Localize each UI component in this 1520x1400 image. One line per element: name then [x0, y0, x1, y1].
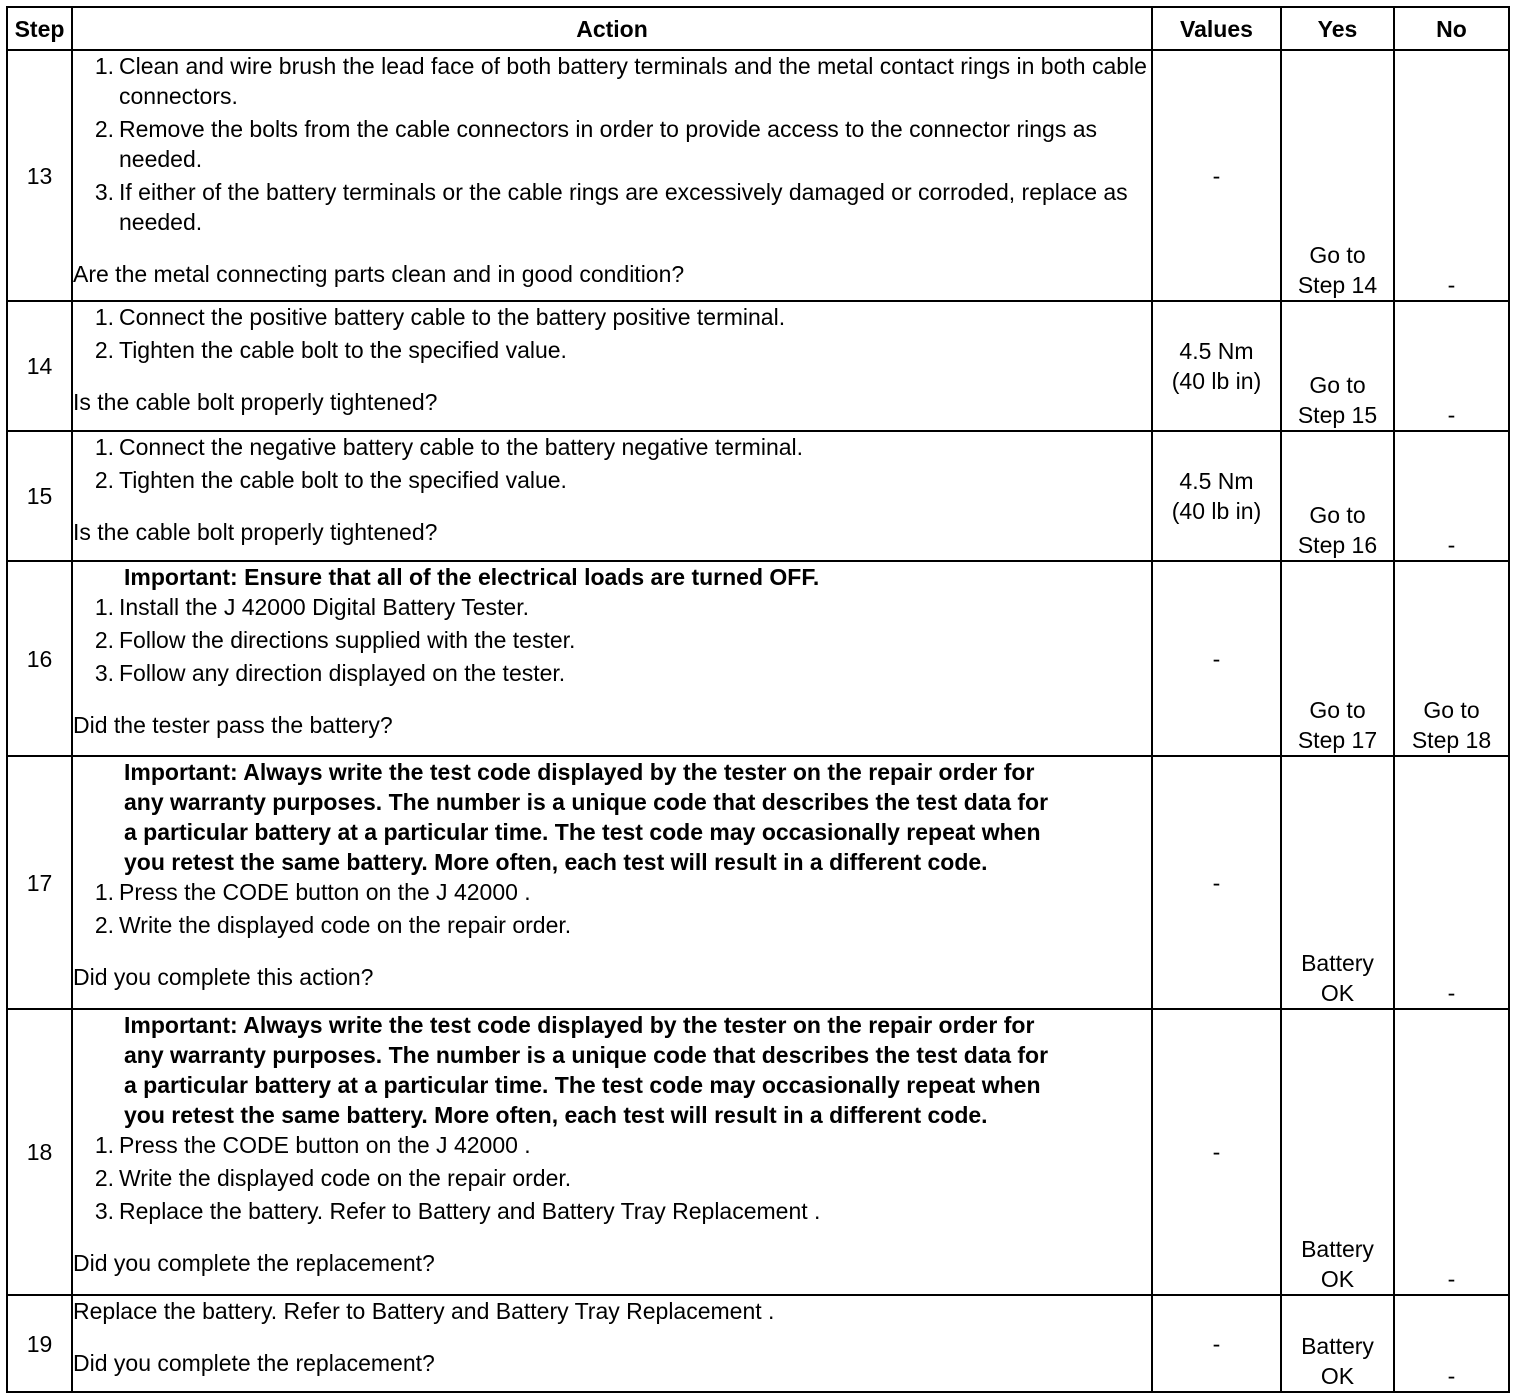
- header-step: Step: [7, 7, 72, 50]
- action-cell: [72, 1009, 1152, 1295]
- action-step-number: 2.: [94, 467, 114, 493]
- yes-line: Step 15: [1297, 402, 1378, 428]
- important-line: a particular battery at a particular time. The test code may occasionally repeat when: [124, 819, 1041, 845]
- action-steps: [73, 432, 1151, 495]
- action-question: Are the metal connecting parts clean and in good condition?: [73, 261, 685, 287]
- step-number: 17: [7, 756, 72, 1009]
- values-line: (40 lb in): [1171, 498, 1262, 524]
- yes-line: OK: [1320, 1363, 1355, 1389]
- important-note: [73, 562, 1151, 592]
- important-line: you retest the same battery. More often, each test will result in a different code.: [124, 1102, 988, 1128]
- important-line: Important: Always write the test code displayed by the tester on the repair order for: [124, 1012, 1035, 1038]
- yes-cell: [1281, 50, 1394, 301]
- table-row: [7, 561, 1509, 756]
- table-row: [7, 1009, 1509, 1295]
- values-cell: [1152, 431, 1281, 561]
- header-yes: Yes: [1281, 7, 1394, 50]
- values-cell: [1152, 561, 1281, 756]
- table-row: [7, 301, 1509, 431]
- action-question: Is the cable bolt properly tightened?: [73, 389, 438, 415]
- action-step-number: 1.: [94, 1132, 114, 1158]
- action-step-number: 3.: [94, 179, 114, 205]
- values-cell: [1152, 1009, 1281, 1295]
- action-step-text: Write the displayed code on the repair order.: [119, 912, 572, 938]
- action-step: [73, 177, 1151, 237]
- action-step-text: Follow any direction displayed on the tester.: [119, 660, 566, 686]
- yes-cell: [1281, 431, 1394, 561]
- action-step: [73, 658, 1151, 688]
- action-step-text: Press the CODE button on the J 42000 .: [119, 879, 531, 905]
- header-action: Action: [72, 7, 1152, 50]
- action-step-number: 1.: [94, 434, 114, 460]
- action-text: Replace the battery. Refer to Battery and Battery Tray Replacement .: [73, 1298, 775, 1324]
- action-step-text: Install the J 42000 Digital Battery Tester.: [119, 594, 529, 620]
- action-step-text: Replace the battery. Refer to Battery and Battery Tray Replacement .: [119, 1198, 821, 1224]
- action-step-text: Tighten the cable bolt to the specified value.: [119, 337, 567, 363]
- yes-line: Go to: [1309, 372, 1366, 398]
- step-number: 15: [7, 431, 72, 561]
- no-line: -: [1447, 532, 1456, 558]
- no-line: -: [1447, 980, 1456, 1006]
- action-step-number: 2.: [94, 912, 114, 938]
- action-question: Did you complete this action?: [73, 964, 374, 990]
- action-step-number: 2.: [94, 627, 114, 653]
- action-step: [73, 1130, 1151, 1160]
- yes-line: Battery: [1301, 1236, 1374, 1262]
- action-steps: [73, 877, 1151, 940]
- no-line: -: [1447, 272, 1456, 298]
- action-step-number: 1.: [94, 304, 114, 330]
- important-line: a particular battery at a particular time. The test code may occasionally repeat when: [124, 1072, 1041, 1098]
- values-line: -: [1212, 1139, 1221, 1165]
- action-step: [73, 1163, 1151, 1193]
- yes-line: Step 17: [1297, 727, 1378, 753]
- no-line: -: [1447, 1266, 1456, 1292]
- table-row: [7, 431, 1509, 561]
- step-number: 16: [7, 561, 72, 756]
- action-cell: [72, 50, 1152, 301]
- values-cell: [1152, 50, 1281, 301]
- action-step: [73, 51, 1151, 111]
- table-body: [7, 50, 1509, 1392]
- important-line: you retest the same battery. More often, each test will result in a different code.: [124, 849, 988, 875]
- important-note: [73, 1010, 1151, 1130]
- action-step: [73, 625, 1151, 655]
- action-step-number: 2.: [94, 337, 114, 363]
- action-steps: [73, 1130, 1151, 1226]
- yes-line: Go to: [1309, 502, 1366, 528]
- action-step: [73, 335, 1151, 365]
- action-step-text: Write the displayed code on the repair order.: [119, 1165, 572, 1191]
- no-cell: [1394, 431, 1509, 561]
- values-cell: [1152, 301, 1281, 431]
- action-steps: [73, 302, 1151, 365]
- table-row: [7, 756, 1509, 1009]
- action-cell: [72, 301, 1152, 431]
- important-note: [73, 757, 1151, 877]
- action-step-number: 3.: [94, 660, 114, 686]
- diagnostic-table: [6, 6, 1510, 1393]
- action-step-number: 2.: [94, 116, 114, 142]
- yes-line: Go to: [1309, 242, 1366, 268]
- action-step: [73, 1196, 1151, 1226]
- yes-line: Battery: [1301, 1333, 1374, 1359]
- no-line: -: [1447, 402, 1456, 428]
- values-line: -: [1212, 645, 1221, 672]
- important-line: Important: Ensure that all of the electrical loads are turned OFF.: [124, 564, 820, 590]
- action-step-text: Remove the bolts from the cable connectors in order to provide access to the connector rings as needed.: [119, 116, 1098, 172]
- no-cell: [1394, 756, 1509, 1009]
- action-step-text: Follow the directions supplied with the tester.: [119, 627, 576, 653]
- step-number: 18: [7, 1009, 72, 1295]
- no-cell: [1394, 50, 1509, 301]
- no-cell: [1394, 1009, 1509, 1295]
- action-step-number: 3.: [94, 1198, 114, 1224]
- important-line: any warranty purposes. The number is a unique code that describes the test data for: [124, 1042, 1049, 1068]
- action-step: [73, 877, 1151, 907]
- action-step-text: If either of the battery terminals or the cable rings are excessively damaged or corroded, replace as needed.: [119, 179, 1128, 235]
- action-step-text: Press the CODE button on the J 42000 .: [119, 1132, 531, 1158]
- action-step-text: Connect the positive battery cable to the battery positive terminal.: [119, 304, 786, 330]
- no-line: Step 18: [1411, 727, 1492, 753]
- values-line: 4.5 Nm: [1179, 338, 1254, 364]
- yes-line: OK: [1320, 1266, 1355, 1292]
- yes-line: Go to: [1309, 697, 1366, 723]
- action-question: Did the tester pass the battery?: [73, 712, 393, 738]
- action-step-text: Tighten the cable bolt to the specified value.: [119, 467, 567, 493]
- values-cell: [1152, 756, 1281, 1009]
- action-step-text: Connect the negative battery cable to the battery negative terminal.: [119, 434, 804, 460]
- table-row: [7, 1295, 1509, 1392]
- action-step: [73, 592, 1151, 622]
- action-step: [73, 114, 1151, 174]
- yes-line: Step 14: [1297, 272, 1378, 298]
- step-number: 13: [7, 50, 72, 301]
- yes-cell: [1281, 301, 1394, 431]
- values-line: -: [1212, 162, 1221, 189]
- action-cell: [72, 1295, 1152, 1392]
- no-line: -: [1447, 1363, 1456, 1389]
- action-step: [73, 910, 1151, 940]
- values-line: 4.5 Nm: [1179, 468, 1254, 494]
- values-line: -: [1212, 1330, 1221, 1357]
- action-cell: [72, 756, 1152, 1009]
- action-cell: [72, 431, 1152, 561]
- action-step: [73, 465, 1151, 495]
- action-steps: [73, 51, 1151, 237]
- important-line: Important: Always write the test code displayed by the tester on the repair order for: [124, 759, 1035, 785]
- important-line: any warranty purposes. The number is a unique code that describes the test data for: [124, 789, 1049, 815]
- yes-line: OK: [1320, 980, 1355, 1006]
- no-cell: [1394, 301, 1509, 431]
- header-row: [7, 7, 1509, 50]
- header-values: Values: [1152, 7, 1281, 50]
- header-no: No: [1394, 7, 1509, 50]
- yes-cell: [1281, 1295, 1394, 1392]
- yes-cell: [1281, 1009, 1394, 1295]
- yes-cell: [1281, 756, 1394, 1009]
- action-cell: [72, 561, 1152, 756]
- values-cell: [1152, 1295, 1281, 1392]
- action-step-text: Clean and wire brush the lead face of both battery terminals and the metal contact rings in both cable connectors.: [119, 53, 1147, 109]
- no-line: Go to: [1423, 697, 1480, 723]
- action-step-number: 1.: [94, 53, 114, 79]
- no-cell: [1394, 1295, 1509, 1392]
- action-steps: [73, 592, 1151, 688]
- step-number: 19: [7, 1295, 72, 1392]
- action-step: [73, 302, 1151, 332]
- values-line: (40 lb in): [1171, 368, 1262, 394]
- yes-line: Battery: [1301, 950, 1374, 976]
- step-number: 14: [7, 301, 72, 431]
- action-question: Did you complete the replacement?: [73, 1250, 435, 1276]
- no-cell: [1394, 561, 1509, 756]
- action-step-number: 1.: [94, 594, 114, 620]
- action-step-number: 2.: [94, 1165, 114, 1191]
- action-question: Did you complete the replacement?: [73, 1350, 435, 1376]
- yes-line: Step 16: [1297, 532, 1378, 558]
- values-line: -: [1212, 869, 1221, 896]
- action-step-number: 1.: [94, 879, 114, 905]
- action-question: Is the cable bolt properly tightened?: [73, 519, 438, 545]
- action-step: [73, 432, 1151, 462]
- table-row: [7, 50, 1509, 301]
- yes-cell: [1281, 561, 1394, 756]
